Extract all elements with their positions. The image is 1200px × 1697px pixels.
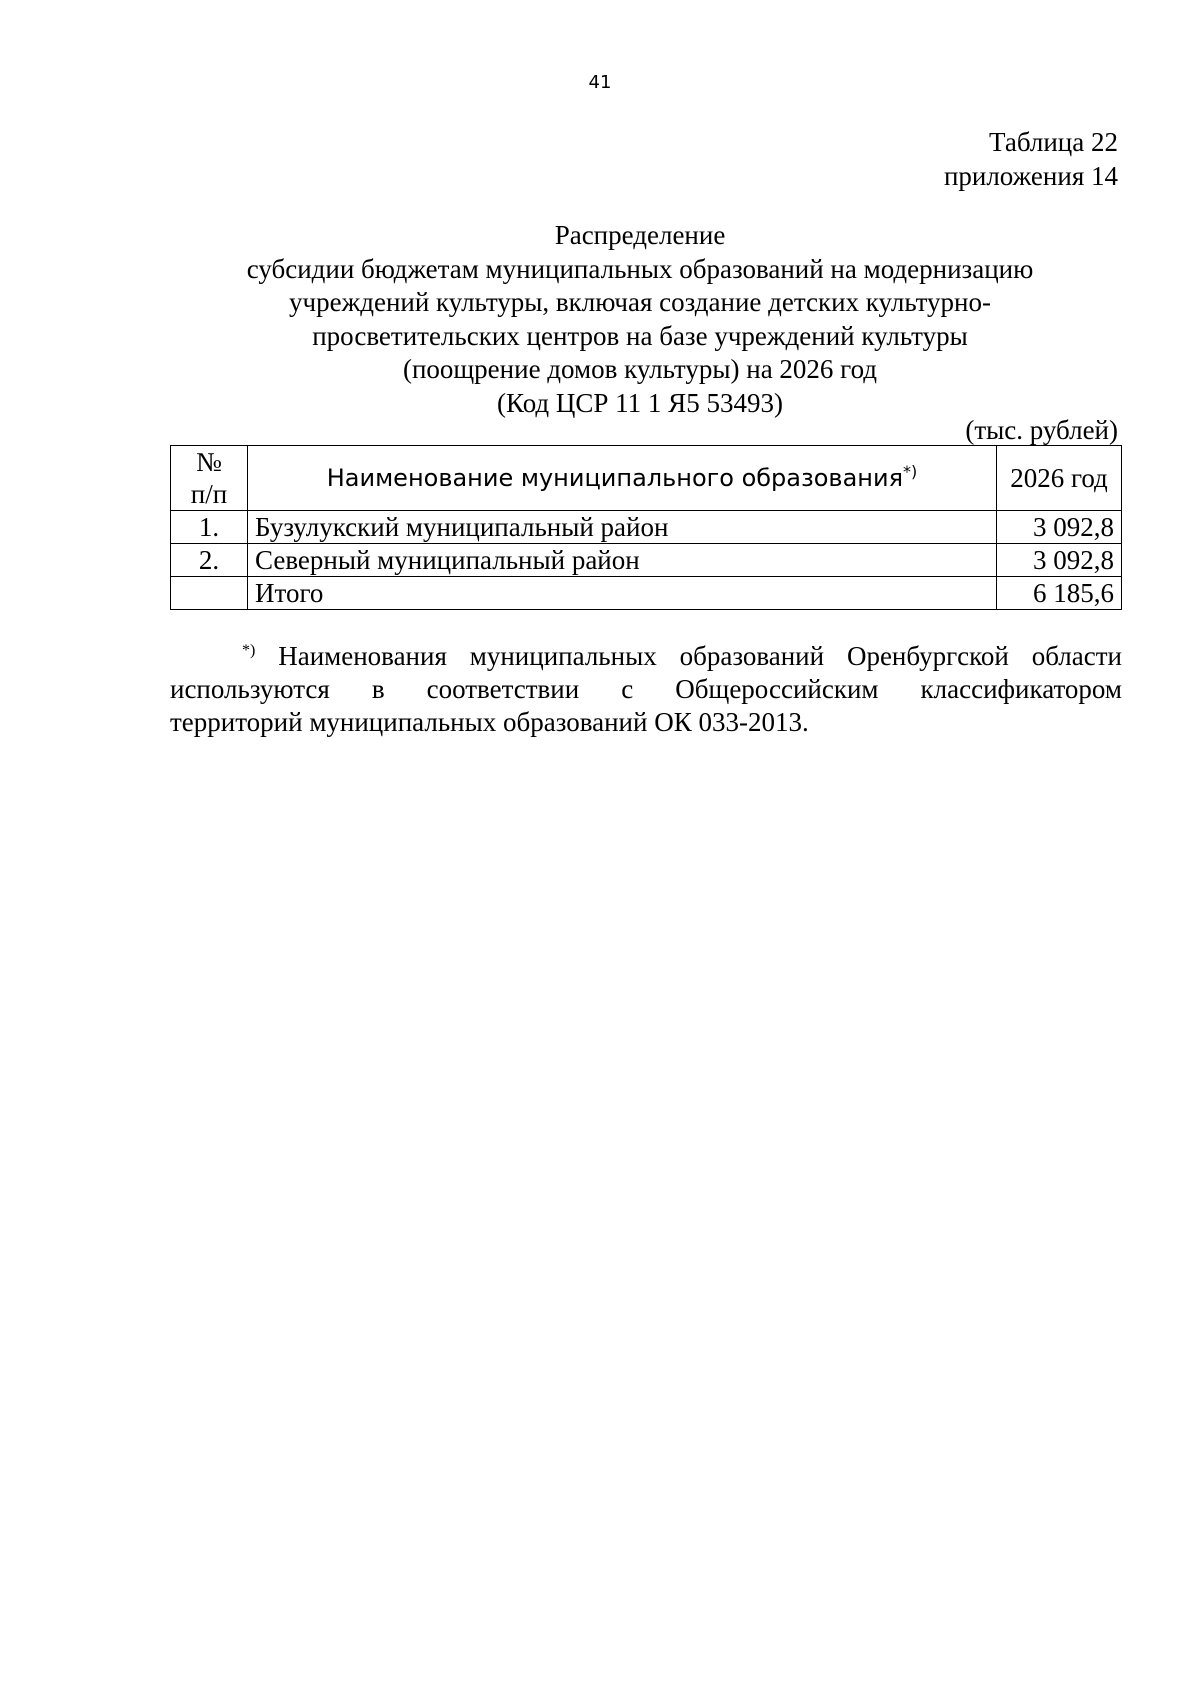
title-line-2: субсидии бюджетам муниципальных образований на модернизацию [246,253,1034,284]
row-name: Бузулукский муниципальный район [248,511,997,544]
total-label: Итого [248,577,997,610]
row-name: Северный муниципальный район [248,544,997,577]
title-line-4: просветительских центров на базе учреждений культуры [312,320,968,351]
document-title [150,219,1130,421]
page-number: 41 [588,72,612,93]
row-number: 1. [171,511,248,544]
total-number-cell [171,577,248,610]
table-total-row [171,577,1122,610]
footnote-line-1 [170,640,1122,673]
table-header-row [171,446,1122,511]
units-label: (тыс. рублей) [965,415,1118,445]
row-value: 3 092,8 [997,511,1122,544]
header-name [248,446,997,511]
header-number [171,446,248,511]
header-number-line-1: № [196,447,222,477]
header-year: 2026 год [997,446,1122,511]
footnote-line-3: территорий муниципальных образований ОК 033-2013. [170,707,809,737]
attachment-label [944,125,1118,193]
footnote-line-1-text: Наименования муниципальных образований Оренбургской области [278,641,1122,671]
footnote [170,640,1122,739]
footnote-mark: *) [242,642,256,659]
title-line-5: (поощрение домов культуры) на 2026 год [402,354,878,385]
title-line-6: (Код ЦСР 11 1 Я5 53493) [497,387,783,418]
distribution-table [170,445,1122,610]
table-row [171,511,1122,544]
title-line-1: Распределение [554,220,726,250]
header-name-footnote-mark: *) [903,462,918,481]
title-line-3: учреждений культуры, включая создание детских культурно- [289,287,991,318]
row-value: 3 092,8 [997,544,1122,577]
appendix-label: приложения 14 [943,161,1118,191]
row-number: 2. [171,544,248,577]
header-name-text: Наименование муниципального образования [326,464,904,492]
total-value: 6 185,6 [997,577,1122,610]
table-row [171,544,1122,577]
table-label: Таблица 22 [989,127,1118,157]
footnote-line-2: используются в соответствии с Общероссийским классификатором [170,674,1122,704]
header-number-line-2: п/п [190,479,228,509]
